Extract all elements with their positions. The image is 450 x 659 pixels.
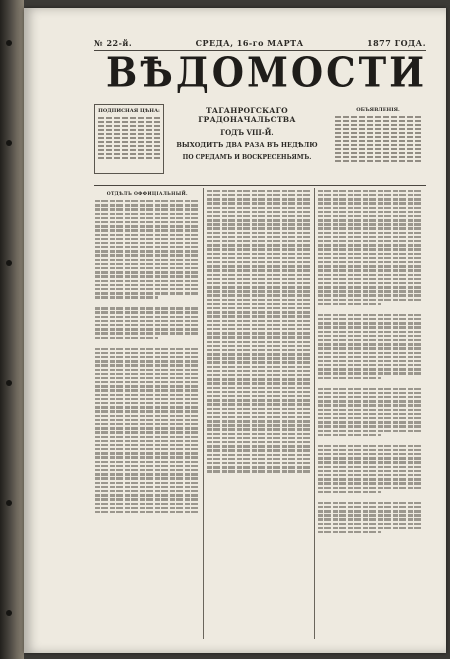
subscription-box bbox=[94, 104, 164, 174]
binding-hole-icon bbox=[6, 610, 12, 616]
binding-hole-icon bbox=[6, 260, 12, 266]
announcements-heading: ОБЪЯВЛЕНІЯ. bbox=[356, 107, 400, 113]
issue-number: № 22-й. bbox=[94, 38, 133, 48]
issue-date: СРЕДА, 16-го МАРТА bbox=[195, 38, 304, 48]
section-official: ОТДѢЛЪ ОФФИЦІАЛЬНЫЙ. bbox=[106, 192, 188, 197]
column-1 bbox=[92, 188, 203, 639]
article-columns bbox=[92, 188, 426, 639]
masthead-subtitle: ТАГАНРОГСКАГО ГРАДОНАЧАЛЬСТВА bbox=[198, 106, 296, 124]
binding-hole-icon bbox=[6, 500, 12, 506]
column-2 bbox=[203, 188, 315, 639]
announcements-box bbox=[332, 104, 424, 184]
newspaper-page bbox=[24, 8, 446, 653]
masthead-title: ВѢДОМОСТИ bbox=[106, 47, 428, 97]
masthead-days: ПО СРЕДАМЪ И ВОСКРЕСЕНЬЯМЪ. bbox=[182, 154, 312, 161]
masthead-subtitles bbox=[166, 106, 328, 161]
masthead-frequency: ВЫХОДИТЪ ДВА РАЗА ВЪ НЕДѢЛЮ bbox=[176, 141, 318, 149]
binding-hole-icon bbox=[6, 380, 12, 386]
binding-hole-icon bbox=[6, 140, 12, 146]
issue-year: 1877 ГОДА. bbox=[367, 38, 426, 48]
mid-rule bbox=[94, 185, 426, 186]
binding-hole-icon bbox=[6, 40, 12, 46]
masthead-year: ГОДЪ VIII-Й. bbox=[220, 128, 274, 137]
book-binding bbox=[0, 0, 24, 659]
subscription-heading: ПОДПИСНАЯ ЦѢНА: bbox=[98, 108, 160, 114]
column-3 bbox=[314, 188, 426, 639]
